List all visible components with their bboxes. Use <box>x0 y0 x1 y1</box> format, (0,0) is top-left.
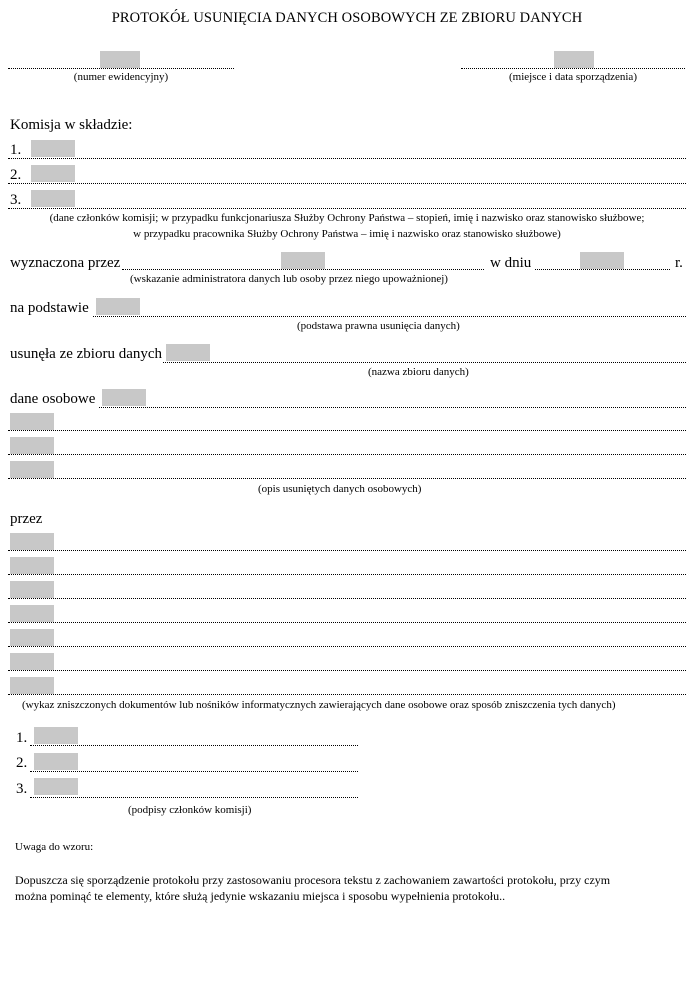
by-row-3-line <box>8 598 686 599</box>
by-row-1-line <box>8 550 686 551</box>
dataset-field[interactable] <box>166 344 210 361</box>
on-day-field[interactable] <box>580 252 624 269</box>
dataset-caption: (nazwa zbioru danych) <box>368 366 469 378</box>
personal-data-label: dane osobowe <box>10 391 96 407</box>
signature-number-2: 2. <box>16 755 28 771</box>
personal-data-row-3-line <box>8 478 686 479</box>
signature-number-3: 3. <box>16 781 28 797</box>
commission-member-3-field[interactable] <box>31 190 75 207</box>
signature-3-field[interactable] <box>34 778 78 795</box>
signature-number-1: 1. <box>16 730 28 746</box>
basis-label: na podstawie <box>10 300 89 316</box>
document-title: PROTOKÓŁ USUNIĘCIA DANYCH OSOBOWYCH ZE ZBIORU DANYCH <box>111 10 583 26</box>
year-suffix: r. <box>675 255 683 271</box>
personal-data-row-1-field[interactable] <box>10 413 54 430</box>
by-row-2-line <box>8 574 686 575</box>
place-date-caption: (miejsce i data sporządzenia) <box>509 71 637 83</box>
basis-field[interactable] <box>96 298 140 315</box>
commission-number-3: 3. <box>10 192 22 208</box>
note-line-2: można pominąć te elementy, które służą jedynie wskazaniu miejsca i sposobu wypełnienia protokołu.. <box>15 889 506 903</box>
by-row-6-field[interactable] <box>10 653 54 670</box>
note-line-1: Dopuszcza się sporządzenie protokołu przy zastosowaniu procesora tekstu z zachowaniem zawartości protokołu, przy czym <box>15 873 611 887</box>
personal-data-row-1-line <box>8 430 686 431</box>
by-row-7-field[interactable] <box>10 677 54 694</box>
place-date-field[interactable] <box>554 51 594 68</box>
appointed-by-caption: (wskazanie administratora danych lub osoby przez niego upoważnionej) <box>130 273 448 285</box>
basis-line <box>93 316 686 317</box>
by-row-7-line <box>8 694 686 695</box>
registration-number-line <box>8 68 234 69</box>
by-row-5-line <box>8 646 686 647</box>
by-label: przez <box>10 511 43 527</box>
commission-member-1-field[interactable] <box>31 140 75 157</box>
basis-caption: (podstawa prawna usunięcia danych) <box>297 320 460 332</box>
dataset-line <box>163 362 686 363</box>
registration-number-caption: (numer ewidencyjny) <box>73 71 169 83</box>
place-date-line <box>461 68 685 69</box>
signature-1-line <box>30 745 358 746</box>
signature-2-field[interactable] <box>34 753 78 770</box>
commission-member-3-line <box>8 208 686 209</box>
dataset-label: usunęła ze zbioru danych <box>10 346 163 362</box>
personal-data-row-2-field[interactable] <box>10 437 54 454</box>
commission-number-2: 2. <box>10 167 22 183</box>
appointed-by-field[interactable] <box>281 252 325 269</box>
commission-heading: Komisja w składzie: <box>10 117 133 133</box>
personal-data-row-3-field[interactable] <box>10 461 54 478</box>
commission-caption-line2: w przypadku pracownika Służby Ochrony Państwa – imię i nazwisko oraz stanowisko służbowe) <box>133 228 561 240</box>
note-heading: Uwaga do wzoru: <box>15 841 94 853</box>
commission-member-2-field[interactable] <box>31 165 75 182</box>
commission-caption-line1: (dane członków komisji; w przypadku funkcjonariusza Służby Ochrony Państwa – stopień, imię i nazwisko oraz stanowisko służbowe; <box>49 212 645 224</box>
commission-member-1-line <box>8 158 686 159</box>
signature-3-line <box>30 797 358 798</box>
by-caption: (wykaz zniszczonych dokumentów lub nośników informatycznych zawierających dane osobowe oraz sposób zniszczenia tych danych) <box>22 699 616 711</box>
on-day-label: w dniu <box>490 255 532 271</box>
by-row-5-field[interactable] <box>10 629 54 646</box>
appointed-by-label: wyznaczona przez <box>10 255 121 271</box>
registration-number-field[interactable] <box>100 51 140 68</box>
signature-2-line <box>30 771 358 772</box>
by-row-1-field[interactable] <box>10 533 54 550</box>
signatures-caption: (podpisy członków komisji) <box>128 804 252 816</box>
by-row-6-line <box>8 670 686 671</box>
personal-data-line <box>99 407 686 408</box>
personal-data-caption: (opis usuniętych danych osobowych) <box>258 483 422 495</box>
appointed-by-line <box>122 269 484 270</box>
commission-number-1: 1. <box>10 142 22 158</box>
commission-member-2-line <box>8 183 686 184</box>
by-row-4-line <box>8 622 686 623</box>
signature-1-field[interactable] <box>34 727 78 744</box>
by-row-3-field[interactable] <box>10 581 54 598</box>
personal-data-row-2-line <box>8 454 686 455</box>
by-row-4-field[interactable] <box>10 605 54 622</box>
personal-data-field[interactable] <box>102 389 146 406</box>
by-row-2-field[interactable] <box>10 557 54 574</box>
on-day-line <box>535 269 670 270</box>
